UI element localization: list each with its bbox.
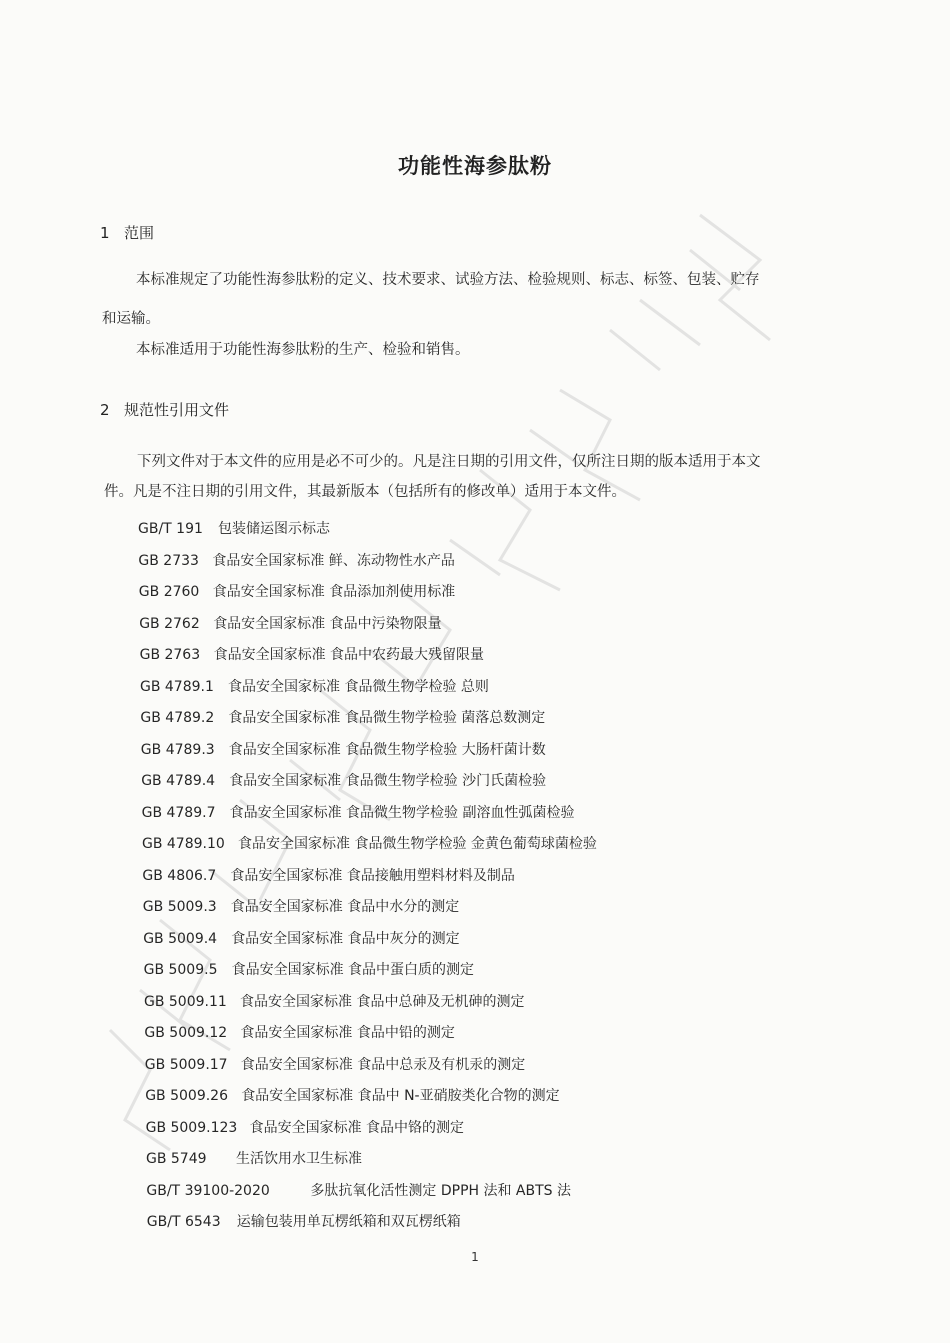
reference-code: GB 4789.3 [140, 741, 215, 758]
reference-item [140, 644, 484, 664]
section-1-title: 范围 [124, 224, 155, 242]
reference-title: 食品安全国家标准 食品中铬的测定 [249, 1119, 465, 1136]
reference-title: 多肽抗氧化活性测定 DPPH 法和 ABTS 法 [310, 1182, 572, 1199]
reference-item [143, 928, 459, 948]
reference-title: 生活饮用水卫生标准 [236, 1151, 362, 1167]
scope-paragraph-2: 本标准适用于功能性海参肽粉的生产、检验和销售。 [136, 342, 470, 358]
reference-code: GB 5009.12 [144, 1025, 228, 1041]
reference-title: 食品安全国家标准 食品微生物学检验 金黄色葡萄球菌检验 [238, 836, 597, 852]
reference-code: GB/T 6543 [146, 1214, 221, 1230]
reference-item [144, 959, 474, 979]
reference-item [141, 770, 546, 790]
section-2-number: 2 [100, 401, 110, 419]
reference-item [139, 581, 455, 601]
reference-item [138, 550, 454, 570]
reference-code: GB 5009.4 [143, 930, 218, 947]
reference-item [143, 896, 459, 916]
reference-item [141, 739, 546, 759]
reference-item [142, 833, 597, 853]
reference-item [146, 1117, 464, 1137]
reference-item [145, 1085, 559, 1105]
reference-title: 食品安全国家标准 食品中水分的测定 [230, 899, 460, 915]
reference-code: GB 5749 [146, 1151, 207, 1167]
reference-code: GB 5009.123 [145, 1119, 238, 1136]
references-intro-line-1: 下列文件对于本文件的应用是必不可少的。凡是注日期的引用文件，仅所注日期的版本适用于本文 [137, 454, 761, 470]
reference-title: 食品安全国家标准 食品微生物学检验 大肠杆菌计数 [228, 741, 546, 758]
reference-item [146, 1148, 362, 1168]
reference-title: 食品安全国家标准 食品微生物学检验 菌落总数测定 [228, 710, 546, 726]
scope-paragraph-line-2: 和运输。 [102, 311, 160, 327]
section-1-heading [100, 222, 154, 243]
reference-title: 食品安全国家标准 鲜、冻动物性水产品 [212, 552, 455, 569]
reference-title: 食品安全国家标准 食品中蛋白质的测定 [231, 962, 475, 978]
reference-title: 食品安全国家标准 食品接触用塑料材料及制品 [230, 867, 515, 884]
reference-item [139, 613, 441, 633]
reference-code: GB 5009.26 [145, 1088, 228, 1104]
reference-title: 食品安全国家标准 食品微生物学检验 沙门氏菌检验 [229, 773, 547, 789]
reference-title: 食品安全国家标准 食品中 N-亚硝胺类化合物的测定 [241, 1088, 560, 1104]
page-number: 1 [471, 1250, 479, 1264]
reference-code: GB 4789.10 [142, 836, 225, 852]
reference-item [144, 1022, 454, 1042]
reference-item [142, 865, 514, 885]
reference-code: GB 4789.1 [140, 678, 214, 695]
reference-code: GB 5009.11 [144, 993, 227, 1010]
reference-title: 食品安全国家标准 食品中总汞及有机汞的测定 [240, 1056, 526, 1073]
section-2-heading [100, 399, 229, 420]
reference-code: GB 5009.5 [143, 962, 218, 978]
reference-item [140, 707, 545, 727]
reference-item [138, 518, 330, 538]
reference-code: GB 4806.7 [142, 867, 217, 884]
reference-title: 食品安全国家标准 食品微生物学检验 总则 [228, 678, 489, 695]
reference-title: 运输包装用单瓦楞纸箱和双瓦楞纸箱 [236, 1214, 461, 1230]
reference-code: GB 5009.3 [142, 899, 217, 915]
reference-title: 包装储运图示标志 [218, 521, 330, 537]
section-1-number: 1 [100, 224, 110, 242]
reference-item [147, 1211, 461, 1231]
references-intro-line-2: 件。凡是不注日期的引用文件，其最新版本（包括所有的修改单）适用于本文件。 [104, 484, 626, 500]
reference-code: GB 4789.2 [140, 710, 215, 726]
reference-item [142, 802, 575, 822]
reference-item [146, 1180, 571, 1200]
reference-item [144, 991, 524, 1011]
scope-paragraph-line-1: 本标准规定了功能性海参肽粉的定义、技术要求、试验方法、检验规则、标志、标签、包装、贮存 [136, 272, 760, 288]
reference-title: 食品安全国家标准 食品中灰分的测定 [231, 930, 460, 947]
reference-code: GB 4789.7 [141, 804, 216, 821]
reference-code: GB 2733 [138, 552, 199, 569]
reference-title: 食品安全国家标准 食品微生物学检验 副溶血性弧菌检验 [229, 804, 575, 821]
reference-title: 食品安全国家标准 食品中农药最大残留限量 [213, 647, 485, 663]
reference-code: GB 4789.4 [141, 773, 216, 789]
reference-code: GB 2763 [139, 647, 201, 663]
reference-title: 食品安全国家标准 食品中总砷及无机砷的测定 [240, 993, 525, 1010]
document-title: 功能性海参肽粉 [398, 154, 552, 178]
section-2-title: 规范性引用文件 [124, 401, 230, 419]
reference-code: GB 5009.17 [144, 1056, 228, 1073]
reference-item [140, 676, 489, 696]
reference-title: 食品安全国家标准 食品中污染物限量 [213, 615, 442, 632]
reference-title: 食品安全国家标准 食品添加剂使用标准 [212, 584, 456, 600]
reference-code: GB 2762 [139, 615, 200, 632]
reference-item [145, 1054, 525, 1074]
reference-code: GB/T 191 [138, 521, 203, 537]
reference-code: GB 2760 [138, 584, 200, 600]
reference-title: 食品安全国家标准 食品中铅的测定 [240, 1025, 455, 1041]
reference-code: GB/T 39100-2020 [146, 1182, 270, 1199]
